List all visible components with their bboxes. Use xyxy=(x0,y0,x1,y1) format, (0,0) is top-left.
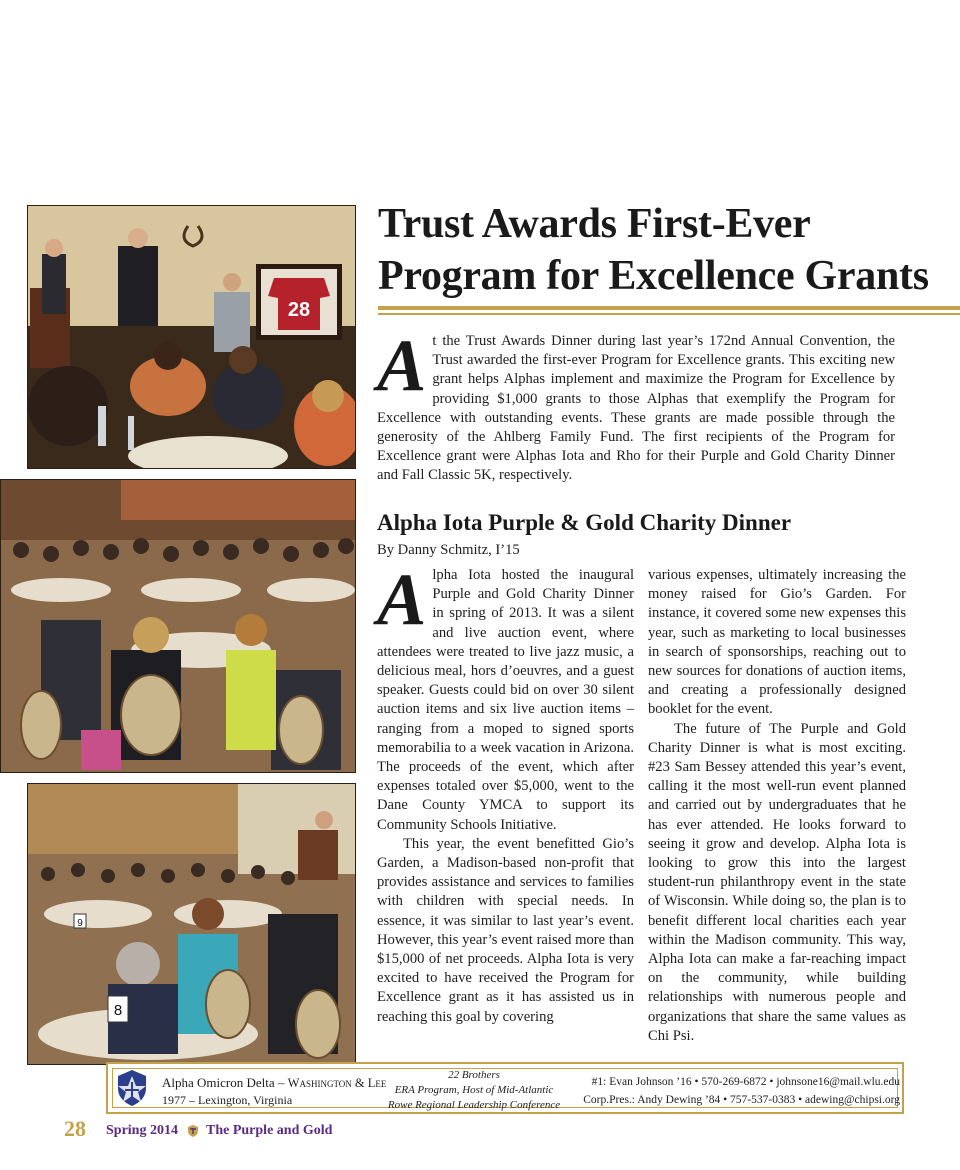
table-number-nine: 9 xyxy=(77,918,83,929)
article-paragraph-1: lpha Iota hosted the inaugural Purple and Gold Charity Dinner in spring of 2013. It was a silent and live auction event, where attendees were treated to live jazz music, a delicious meal, hors d’oeuvres, and a guest speaker. Guests could bid on over 30 silent auction items and six live auction items – ranging from a moped to signed sports memorabilia to a week vacation in Arizona. The proceeds of the event, which after expenses totaled over $5,000, went to the Dane County YMCA to support its Community Schools Initiative. xyxy=(377,567,634,833)
chapter-school: Washington & Lee xyxy=(287,1076,387,1090)
headline-line-2: Program for Excellence Grants xyxy=(378,253,929,299)
chapter-dash: – xyxy=(274,1075,288,1090)
shield-icon xyxy=(186,1124,200,1138)
article-byline: By Danny Schmitz, I’15 xyxy=(377,542,520,558)
folio-magazine: The Purple and Gold xyxy=(206,1123,333,1138)
intro-dropcap: A xyxy=(377,325,427,407)
headline-rule-thick xyxy=(378,306,960,310)
photo-banquet-speaker xyxy=(27,783,356,1065)
photo-awards-presentation xyxy=(27,205,356,469)
chapter-era-info xyxy=(384,1068,564,1113)
chapter-founded: 1977 – Lexington, Virginia xyxy=(162,1093,293,1107)
headline-line-1: Trust Awards First-Ever xyxy=(378,201,811,247)
intro-paragraph xyxy=(377,325,895,486)
article-dropcap: A xyxy=(377,559,427,641)
headline-rule-thin xyxy=(378,313,960,315)
article-title: Alpha Iota Purple & Gold Charity Dinner xyxy=(377,510,792,535)
article-paragraph-3: various expenses, ultimately increasing the money raised for Gio’s Garden. For instance, it covered some new expenses this year, such as marketing to local businesses in search of sponsorships, reaching out to new sources for donations of auction items, and creating a professionally designed booklet for the event. xyxy=(648,567,906,718)
jersey-number: 28 xyxy=(287,299,311,321)
page-number: 28 xyxy=(64,1116,86,1141)
chapter-contact-1: #1: Evan Johnson ’16 • 570-269-6872 • johnsone16@mail.wlu.edu xyxy=(591,1076,900,1088)
chapter-name xyxy=(162,1075,386,1091)
article-paragraph-4: The future of The Purple and Gold Charity Dinner is what is most exciting. #23 Sam Bessey attended this year’s event, calling it the most well-run event planned and carried out by undergraduates that he has ever attended. He looks forward to seeing it grow and develop. Alpha Iota is looking to grow this into the largest student-run philanthropy event in the state of Wisconsin. While doing so, the plan is to benefit different local charities each year within the Madison community. This way, Alpha Iota can make a far-reaching impact on the community, while building relationships with numerous people and organizations that share the same values as Chi Psi. xyxy=(648,720,906,1044)
chapter-contact-2: Corp.Pres.: Andy Dewing ’84 • 757-537-0383 • adewing@chipsi.org xyxy=(583,1094,900,1106)
article-column-2 xyxy=(648,566,906,1046)
intro-text: t the Trust Awards Dinner during last year’s 172nd Annual Convention, the Trust awarded the first-ever Program for Excellence grants. This exciting new grant helps Alphas implement and maximize the Program for Excellence by providing $1,000 grants to those Alphas that exemplify the Program for Excellence with outstanding events. These grants are made possible through the generosity of the Ahlberg Family Fund. The first recipients of the Program for Excellence grant were Alphas Iota and Rho for their Purple and Gold Charity Dinner and Fall Classic 5K, respectively. xyxy=(377,333,895,484)
era-program: ERA Program, Host of Mid-Atlantic xyxy=(394,1084,554,1096)
table-number-eight: 8 xyxy=(113,1002,123,1019)
photo-banquet-crowd xyxy=(0,479,356,773)
article-column-1 xyxy=(377,559,634,1027)
chapter-crest-icon xyxy=(112,1068,152,1108)
article-paragraph-2: This year, the event benefitted Gio’s Garden, a Madison-based non-profit that provides assistance and services to families with children with special needs. In essence, it was similar to last year’s event. However, this year’s event raised more than $15,000 of net proceeds. Alpha Iota is very excited to have received the Program for Excellence grant as it has assisted us in reaching this goal by covering xyxy=(377,835,634,1025)
folio-issue: Spring 2014 xyxy=(106,1123,178,1138)
chapter-name-text: Alpha Omicron Delta xyxy=(162,1075,275,1090)
era-conference: Rowe Regional Leadership Conference xyxy=(387,1099,561,1111)
era-brothers: 22 Brothers xyxy=(448,1069,500,1081)
article-headline xyxy=(378,198,948,302)
